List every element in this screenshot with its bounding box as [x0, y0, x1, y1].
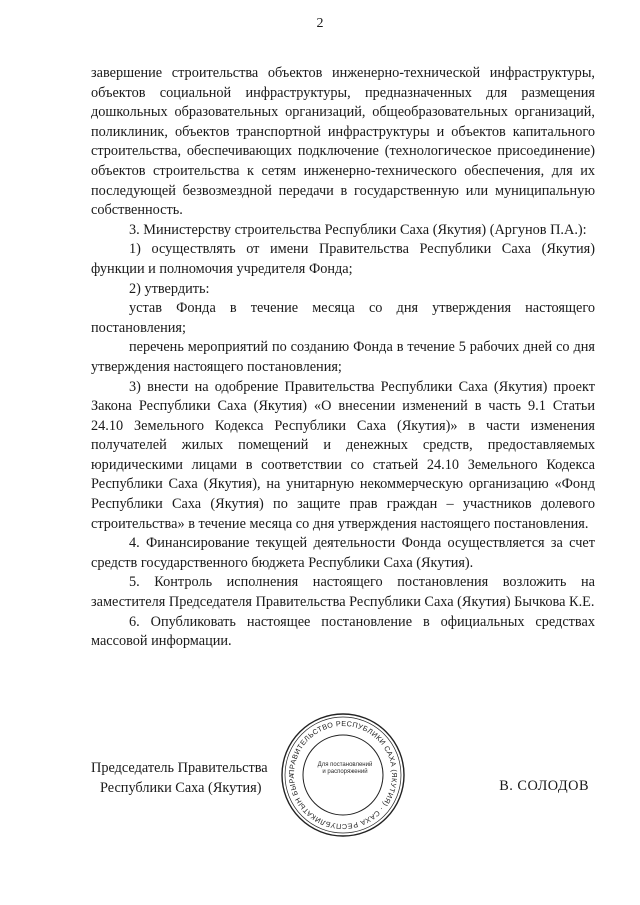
page-number: 2	[316, 16, 324, 31]
document-body	[91, 64, 595, 652]
paragraph-2: 3. Министерству строительства Республики Саха (Якутия) (Аргунов П.А.):	[129, 221, 587, 238]
signatory-title-line-2: Республики Саха (Якутия)	[100, 780, 262, 796]
signature-block	[91, 758, 595, 818]
paragraph-8: 4. Финансирование текущей деятельности Фонда осуществляется за счет средств государственного бюджета Республики Саха (Якутия).	[91, 535, 595, 571]
signatory-name: В. СОЛОДОВ	[499, 778, 589, 794]
signatory-title-line-1: Председатель Правительства	[91, 760, 268, 776]
signatory-title	[91, 758, 291, 798]
paragraph-10: 6. Опубликовать настоящее постановление в официальных средствах массовой информации.	[91, 613, 595, 650]
paragraph-5: устав Фонда в течение месяца со дня утверждения настоящего постановления;	[91, 300, 595, 336]
paragraph-6: перечень мероприятий по созданию Фонда в течение 5 рабочих дней со дня утверждения настоящего постановления;	[91, 339, 595, 375]
paragraph-1: завершение строительства объектов инженерно-технической инфраструктуры, объектов социальной инфраструктуры, предназначенных для размещения дошкольных образовательных организаций, общеобразовательных организаций, поликлиник, объектов транспортной инфраструктуры и объектов капитального строительства, обеспечивающих подключение (технологическое присоединение) объектов строительства к сетям инженерно-технического обеспечения, для их последующей безвозмездной передачи в государственную или муниципальную собственность.	[91, 65, 595, 219]
paragraph-3: 1) осуществлять от имени Правительства Республики Саха (Якутия) функции и полномочия учредителя Фонда;	[91, 241, 595, 277]
seal-center-text: Для постановлений и распоряжений	[317, 762, 373, 775]
paragraph-7: 3) внести на одобрение Правительства Республики Саха (Якутия) проект Закона Республики Саха (Якутия) «О внесении изменений в часть 9.1 Статьи 24.10 Земельного Кодекса Республики Саха (Якутия)» в части изменения получателей жилых помещений и денежных средств, предоставляемых юридическими лицами в соответствии со статьей 24.10 Земельного Кодекса Республики Саха (Якутия), на унитарную некоммерческую организацию «Фонд Республики Саха (Якутия) по защите прав граждан – участников долевого строительства» в течение месяца со дня утверждения настоящего постановления.	[91, 378, 595, 532]
seal-ring-text: ПРАВИТЕЛЬСТВО РЕСПУБЛИКИ САХА (ЯКУТИЯ) · САХА РЕСПУБЛИКАТЫН БЫРА	[286, 718, 400, 832]
paragraph-4: 2) утвердить:	[129, 280, 210, 297]
paragraph-9: 5. Контроль исполнения настоящего постановления возложить на заместителя Председателя Правительства Республики Саха (Якутия) Бычкова К.Е.	[91, 574, 595, 611]
